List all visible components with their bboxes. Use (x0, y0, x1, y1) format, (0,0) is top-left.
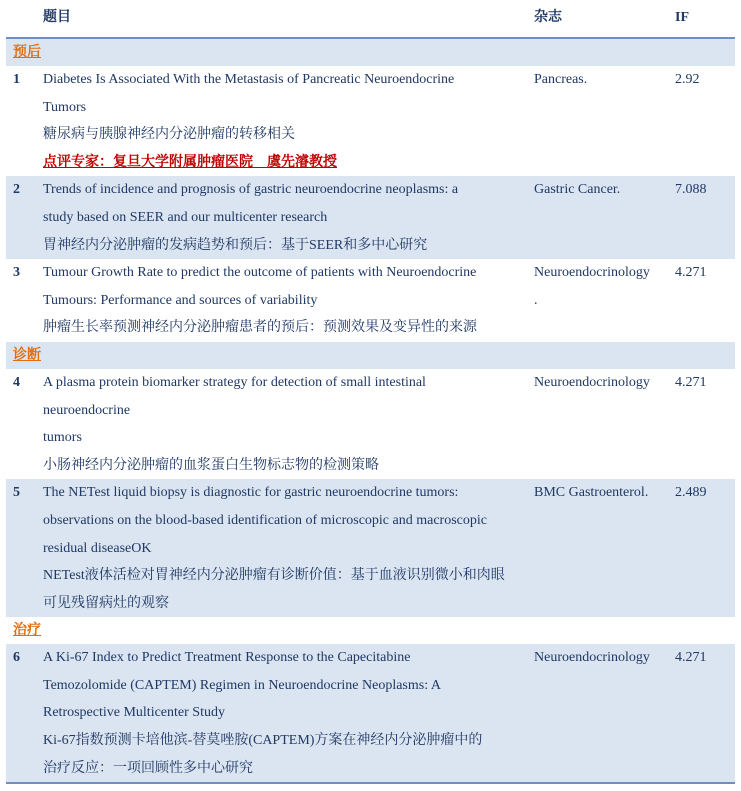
header-journal: 杂志 (528, 3, 670, 38)
section-label-prognosis[interactable]: 预后 (13, 45, 41, 60)
entry-number: 4 (13, 374, 20, 390)
entry-title-cell (36, 259, 528, 342)
entry-title-zh: 糖尿病与胰腺神经内分泌肿瘤的转移相关 (43, 127, 295, 143)
entry-title-cell (36, 644, 528, 783)
entry-journal: Neuroendocrinology (534, 265, 650, 281)
table-header-row (6, 3, 735, 38)
literature-table (6, 3, 735, 784)
entry-title-zh: 小肠神经内分泌肿瘤的血浆蛋白生物标志物的检测策略 (43, 457, 379, 473)
entry-number: 1 (13, 72, 20, 87)
table-row (6, 644, 735, 783)
entry-title-en: A Ki-67 Index to Predict Treatment Response to the Capecitabine (43, 650, 411, 666)
entry-journal: Pancreas. (534, 72, 588, 87)
entry-impact-factor: 4.271 (670, 644, 735, 783)
entry-journal: Neuroendocrinology (534, 374, 650, 390)
reviewer-link[interactable]: 点评专家：复旦大学附属肿瘤医院 虞先濬教授 (43, 154, 337, 170)
entry-title-en: Temozolomide (CAPTEM) Regimen in Neuroendocrine Neoplasms: A (43, 677, 441, 693)
entry-journal: Neuroendocrinology (528, 644, 670, 783)
entry-journal-cell (528, 259, 670, 342)
entry-number: 2 (6, 176, 36, 259)
entry-impact-factor: 7.088 (670, 176, 735, 259)
entry-title-cell (36, 369, 528, 479)
section-row-diagnosis (6, 342, 735, 369)
entry-title-cell (36, 479, 528, 617)
entry-title-zh: 治疗反应：一项回顾性多中心研究 (43, 760, 253, 776)
entry-number: 5 (6, 479, 36, 617)
entry-title-en: A plasma protein biomarker strategy for detection of small intestinal (43, 374, 426, 390)
entry-title-cell (36, 176, 528, 259)
header-title: 题目 (36, 3, 528, 38)
entry-title-zh: 可见残留病灶的观察 (43, 595, 169, 611)
entry-title-en: Diabetes Is Associated With the Metastasis of Pancreatic Neuroendocrine (43, 72, 455, 87)
entry-title-en: Tumours: Performance and sources of variability (43, 292, 318, 308)
entry-title-en: neuroendocrine (43, 402, 131, 418)
entry-number: 3 (13, 265, 20, 281)
entry-title-en: Retrospective Multicenter Study (43, 705, 225, 721)
header-number (6, 3, 36, 38)
entry-journal-continuation: . (534, 292, 538, 308)
table-row (6, 259, 735, 342)
entry-impact-factor: 2.92 (675, 72, 700, 87)
table-row (6, 176, 735, 259)
section-label-diagnosis[interactable]: 诊断 (13, 347, 41, 363)
table-row (6, 66, 735, 176)
entry-title-zh: NETest液体活检对胃神经内分泌肿瘤有诊断价值：基于血液识别微小和肉眼 (43, 568, 505, 584)
section-row-treatment (6, 617, 735, 644)
header-impact-factor: IF (670, 3, 735, 38)
entry-title-en: Tumour Growth Rate to predict the outcome of patients with Neuroendocrine (43, 265, 477, 281)
entry-number: 6 (6, 644, 36, 783)
table-row (6, 479, 735, 617)
entry-title-zh: 肿瘤生长率预测神经内分泌肿瘤患者的预后：预测效果及变异性的来源 (43, 320, 477, 336)
entry-title-en: observations on the blood-based identification of microscopic and macroscopic (43, 512, 487, 528)
entry-title-en: Tumors (43, 99, 87, 115)
section-label-treatment[interactable]: 治疗 (13, 623, 41, 639)
entry-journal: Gastric Cancer. (528, 176, 670, 259)
entry-title-en: Trends of incidence and prognosis of gastric neuroendocrine neoplasms: a (43, 182, 459, 198)
entry-title-en: tumors (43, 430, 82, 446)
entry-impact-factor: 4.271 (675, 265, 707, 281)
entry-title-zh: 胃神经内分泌肿瘤的发病趋势和预后：基于SEER和多中心研究 (43, 237, 428, 253)
entry-title-en: residual diseaseOK (43, 540, 152, 556)
entry-title-zh: Ki-67指数预测卡培他滨-替莫唑胺(CAPTEM)方案在神经内分泌肿瘤中的 (43, 733, 483, 749)
entry-impact-factor: 4.271 (675, 374, 707, 390)
table-row (6, 369, 735, 479)
entry-title-en: The NETest liquid biopsy is diagnostic for gastric neuroendocrine tumors: (43, 485, 459, 501)
entry-title-cell (36, 66, 528, 176)
section-row-prognosis (6, 38, 735, 66)
entry-journal: BMC Gastroenterol. (528, 479, 670, 617)
entry-impact-factor: 2.489 (670, 479, 735, 617)
entry-title-en: study based on SEER and our multicenter research (43, 209, 328, 225)
